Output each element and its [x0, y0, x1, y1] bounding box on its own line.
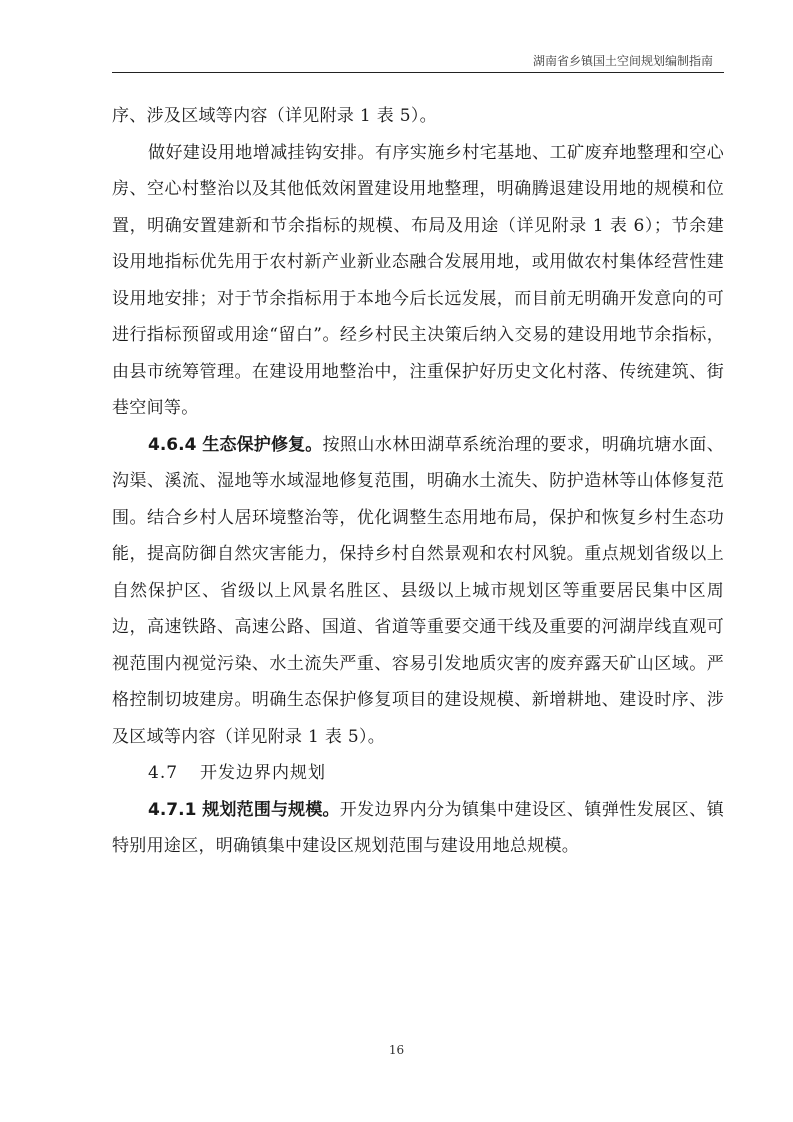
section-4-6-4-title: 生态保护修复。 — [202, 434, 323, 455]
continuation-paragraph: 序、涉及区域等内容（详见附录 1 表 5）。 — [112, 106, 437, 126]
section-4-7-1-text: 开发边界内分为镇集中建设区、镇弹性发展区、镇特别用途区，明确镇集中建设区规划范围与建设用地总规模。 — [112, 799, 724, 856]
section-4-7-number: 4.7 — [148, 763, 179, 783]
section-4-6-4-paragraph — [112, 427, 724, 756]
section-4-7-1-number: 4.7.1 — [148, 799, 197, 820]
header-rule — [112, 72, 724, 73]
land-use-paragraph: 做好建设用地增减挂钩安排。有序实施乡村宅基地、工矿废弃地整理和空心房、空心村整治以及其他低效闲置建设用地整理，明确腾退建设用地的规模和位置，明确安置建新和节余指标的规模、布局及用途（详见附录 1 表 6）；节余建设用地指标优先用于农村新产业新业态融合发展用地，或用做农村集体经营性建设用地安排；对于节余指标用于本地今后长远发展，而目前无明确开发意向的可进行指标预留或用途“留白”。经乡村民主决策后纳入交易的建设用地节余指标，由县市统筹管理。在建设用地整治中，注重保护好历史文化村落、传统建筑、街巷空间等。 — [112, 142, 724, 418]
running-header: 湖南省乡镇国土空间规划编制指南 — [532, 54, 713, 68]
section-4-6-4-text: 按照山水林田湖草系统治理的要求，明确坑塘水面、沟渠、溪流、湿地等水域湿地修复范围，明确水土流失、防护造林等山体修复范围。结合乡村人居环境整治等，优化调整生态用地布局，保护和恢复乡村生态功能，提高防御自然灾害能力，保持乡村自然景观和农村风貌。重点规划省级以上自然保护区、省级以上风景名胜区、县级以上城市规划区等重要居民集中区周边，高速铁路、高速公路、国道、省道等重要交通干线及重要的河湖岸线直观可视范围内视觉污染、水土流失严重、容易引发地质灾害的废弃露天矿山区域。严格控制切坡建房。明确生态保护修复项目的建设规模、新增耕地、建设时序、涉及区域等内容（详见附录 1 表 5）。 — [112, 434, 724, 747]
section-4-7-1-paragraph — [112, 792, 724, 865]
page-body — [112, 98, 724, 865]
page-number: 16 — [388, 1043, 405, 1057]
section-4-7-heading — [112, 755, 724, 792]
section-4-7-title: 开发边界内规划 — [200, 763, 327, 783]
section-4-7-1-title: 规划范围与规模。 — [202, 799, 340, 820]
section-4-6-4-number: 4.6.4 — [148, 434, 197, 455]
